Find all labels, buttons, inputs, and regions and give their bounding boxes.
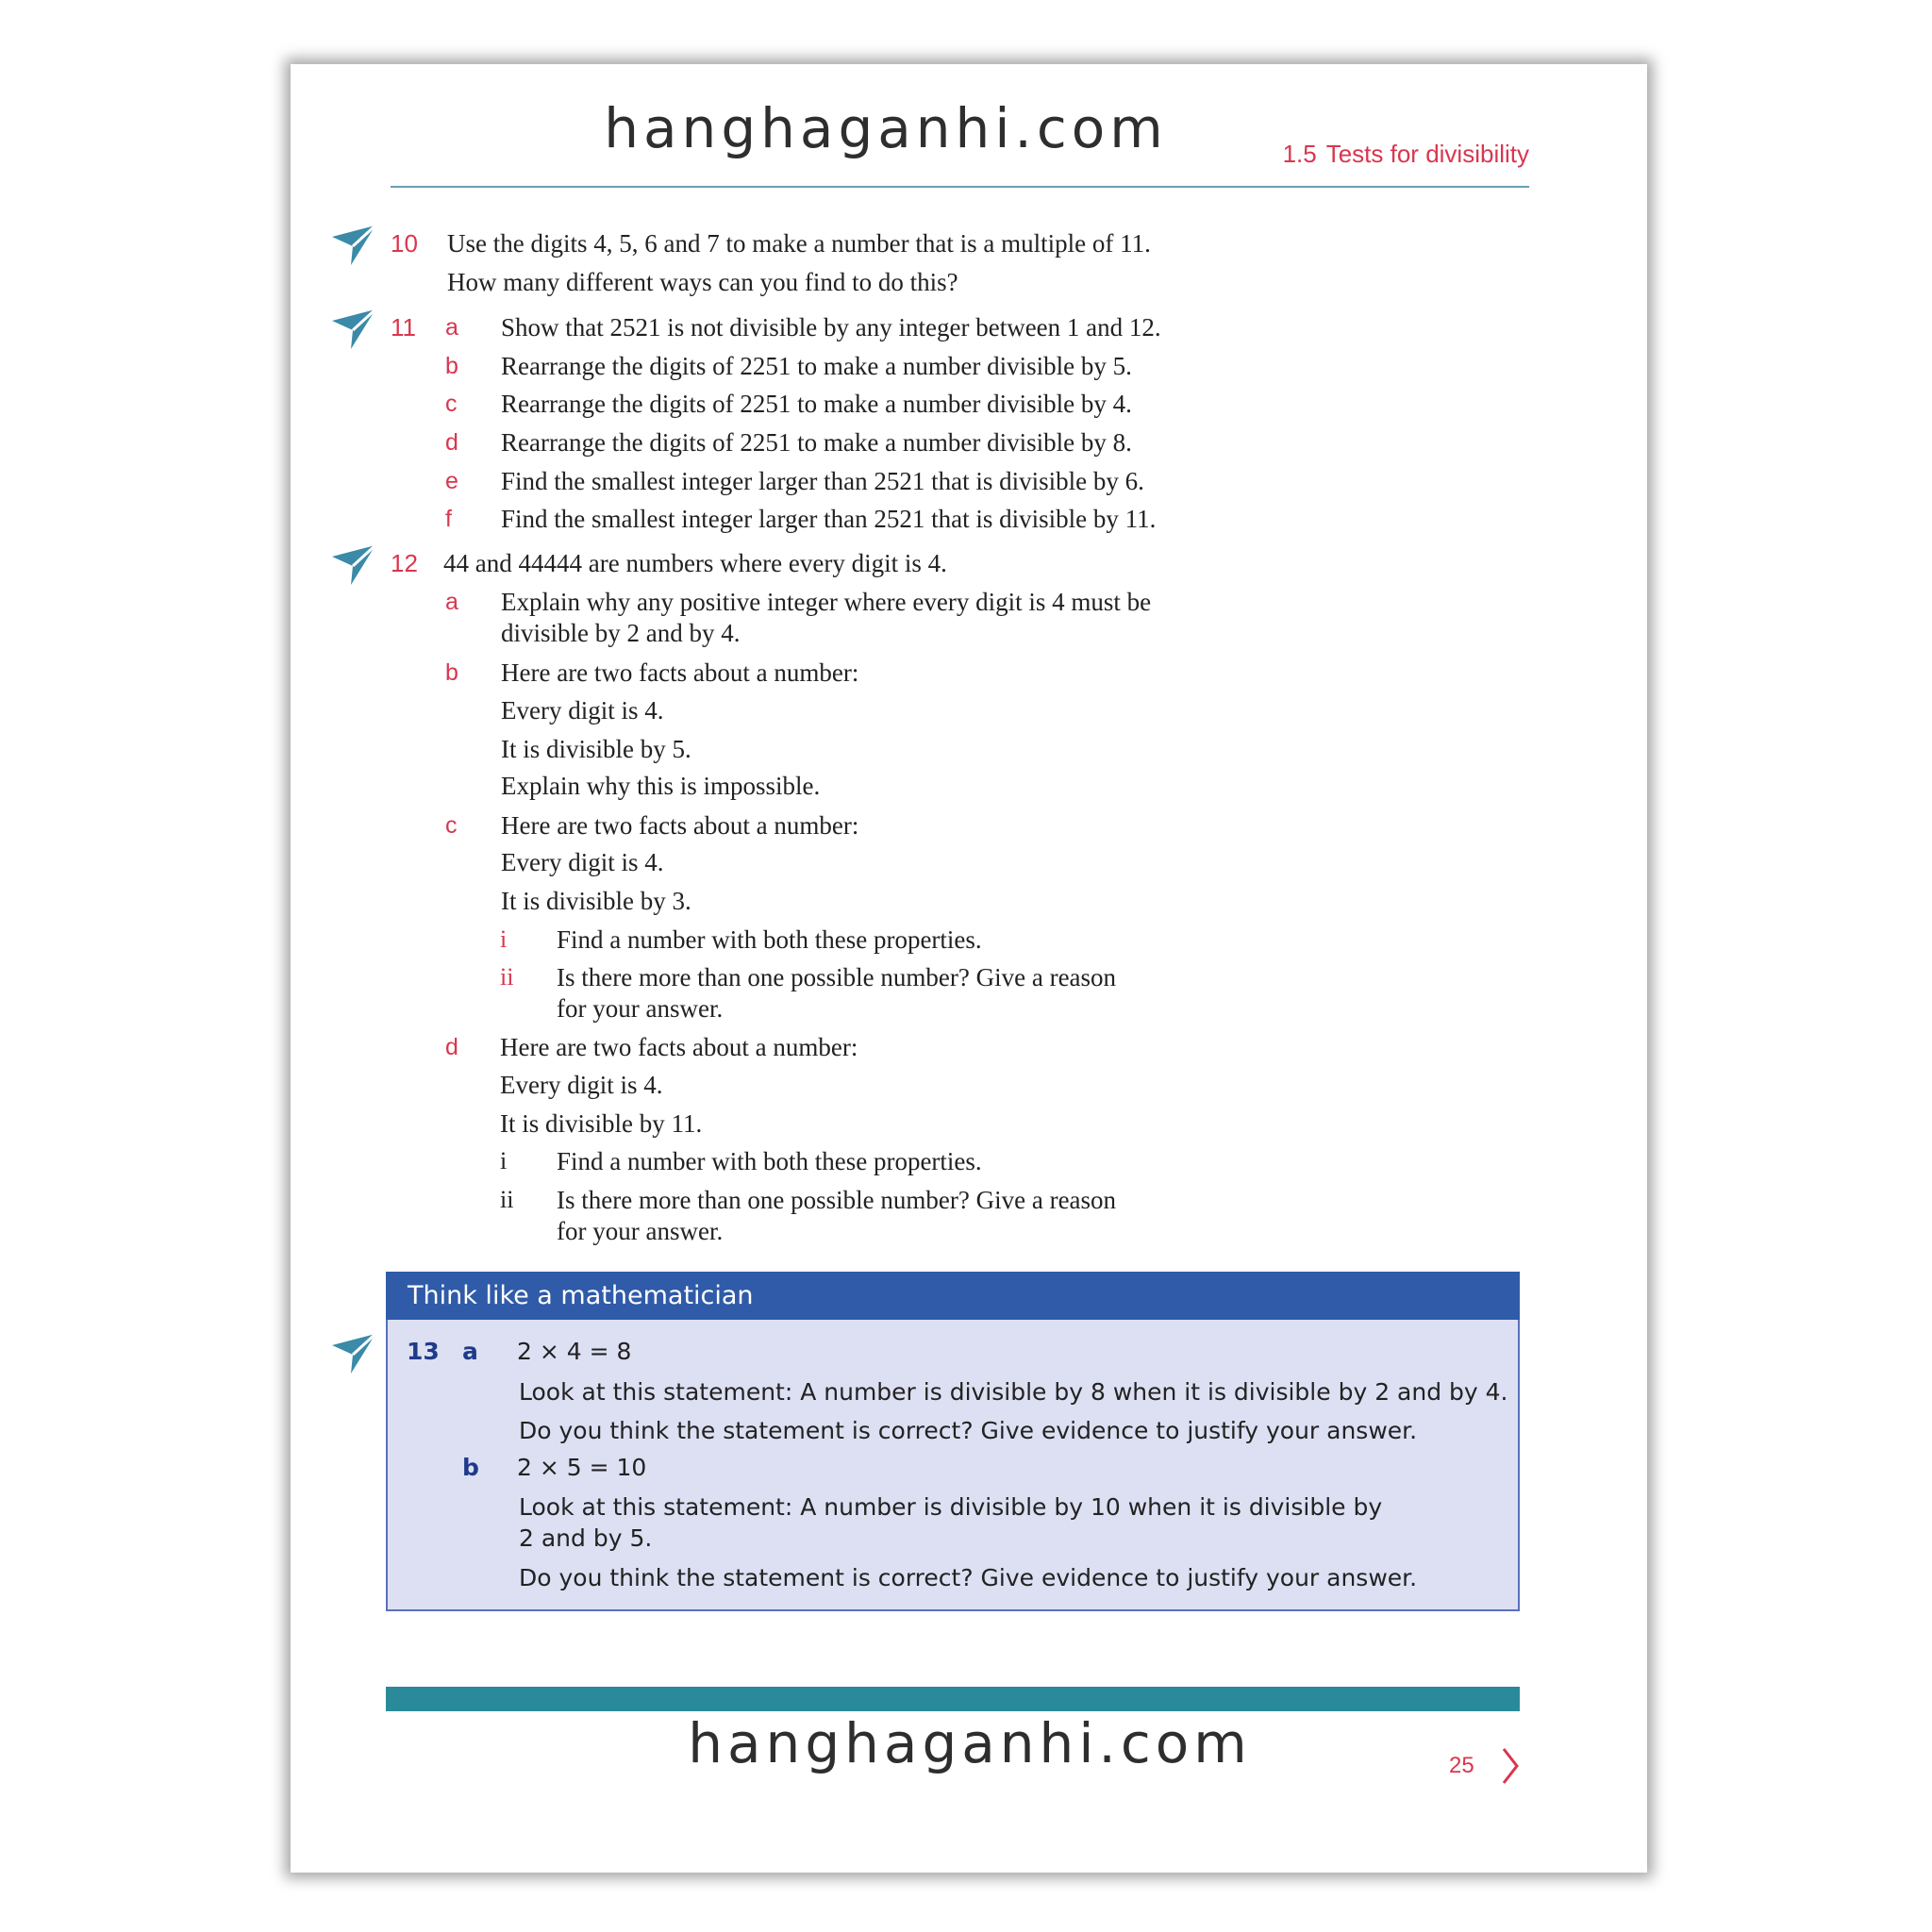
footer-bar bbox=[386, 1687, 1520, 1711]
part-text: 2 and by 5. bbox=[519, 1524, 653, 1552]
part-text: Look at this statement: A number is divisible by 8 when it is divisible by 2 and by 4. bbox=[519, 1378, 1508, 1406]
challenge-arrow-icon bbox=[330, 1330, 377, 1377]
part-letter: f bbox=[445, 506, 452, 532]
watermark-bottom: hanghaganhi.com bbox=[688, 1711, 1252, 1775]
part-letter: b bbox=[445, 353, 458, 379]
equation: 2 × 4 = 8 bbox=[517, 1338, 632, 1365]
question-text: Use the digits 4, 5, 6 and 7 to make a number that is a multiple of 11. bbox=[447, 229, 1151, 258]
subpart-text: Is there more than one possible number? Give a reason bbox=[557, 1186, 1117, 1214]
subpart-label: i bbox=[500, 925, 508, 953]
question-number: 10 bbox=[391, 229, 418, 258]
part-letter: b bbox=[445, 659, 458, 686]
question-number: 12 bbox=[391, 549, 418, 577]
subpart-label: ii bbox=[500, 963, 514, 991]
part-letter: b bbox=[462, 1454, 479, 1481]
box-title: Think like a mathematician bbox=[408, 1281, 754, 1310]
part-text: Rearrange the digits of 2251 to make a number divisible by 5. bbox=[501, 352, 1132, 380]
part-text: It is divisible by 5. bbox=[501, 735, 691, 763]
subpart-text: Find a number with both these properties. bbox=[557, 1147, 982, 1175]
part-letter: c bbox=[445, 391, 458, 417]
part-text: Do you think the statement is correct? Give evidence to justify your answer. bbox=[519, 1564, 1418, 1591]
equation: 2 × 5 = 10 bbox=[517, 1454, 647, 1481]
part-text: divisible by 2 and by 4. bbox=[501, 619, 741, 647]
part-text: Rearrange the digits of 2251 to make a number divisible by 8. bbox=[501, 428, 1132, 457]
question-number: 11 bbox=[391, 313, 416, 341]
subpart-label: i bbox=[500, 1147, 508, 1174]
part-text: Here are two facts about a number: bbox=[500, 1033, 858, 1061]
challenge-arrow-icon bbox=[330, 306, 377, 353]
part-text: It is divisible by 11. bbox=[500, 1109, 703, 1138]
section-title: Tests for divisibility bbox=[1325, 140, 1529, 168]
part-text: Here are two facts about a number: bbox=[501, 811, 859, 840]
subpart-text: Is there more than one possible number? Give a reason bbox=[557, 963, 1117, 991]
part-text: Rearrange the digits of 2251 to make a number divisible by 4. bbox=[501, 390, 1132, 418]
section-number: 1.5 bbox=[1282, 140, 1317, 168]
part-letter: e bbox=[445, 468, 458, 494]
part-letter: d bbox=[445, 429, 458, 456]
part-letter: d bbox=[445, 1034, 458, 1060]
question-text: 44 and 44444 are numbers where every digit is 4. bbox=[443, 549, 947, 577]
part-text: Explain why this is impossible. bbox=[501, 772, 821, 800]
chevron-right-icon[interactable] bbox=[1500, 1745, 1521, 1787]
part-text: Explain why any positive integer where every digit is 4 must be bbox=[501, 588, 1152, 616]
challenge-arrow-icon bbox=[330, 541, 377, 589]
section-header bbox=[1283, 140, 1529, 169]
part-letter: a bbox=[445, 589, 458, 615]
part-text: Here are two facts about a number: bbox=[501, 658, 859, 687]
question-number: 13 bbox=[407, 1338, 440, 1365]
part-letter: c bbox=[445, 812, 458, 839]
part-text: Find the smallest integer larger than 2521 that is divisible by 6. bbox=[501, 467, 1144, 495]
part-text: Show that 2521 is not divisible by any integer between 1 and 12. bbox=[501, 313, 1161, 341]
part-text: Every digit is 4. bbox=[501, 696, 664, 724]
part-text: It is divisible by 3. bbox=[501, 887, 691, 915]
part-text: Find the smallest integer larger than 2521 that is divisible by 11. bbox=[501, 505, 1157, 533]
subpart-label: ii bbox=[500, 1186, 514, 1213]
page-number: 25 bbox=[1449, 1753, 1474, 1778]
subpart-text: for your answer. bbox=[557, 994, 724, 1023]
part-text: Every digit is 4. bbox=[501, 848, 664, 876]
watermark-top: hanghaganhi.com bbox=[604, 96, 1168, 160]
header-rule bbox=[391, 186, 1529, 188]
part-text: Do you think the statement is correct? Give evidence to justify your answer. bbox=[519, 1417, 1418, 1444]
question-text: How many different ways can you find to do this? bbox=[447, 268, 958, 296]
part-text: Every digit is 4. bbox=[500, 1071, 663, 1099]
part-letter: a bbox=[462, 1338, 478, 1365]
part-letter: a bbox=[445, 314, 458, 341]
challenge-arrow-icon bbox=[330, 222, 377, 269]
subpart-text: for your answer. bbox=[557, 1217, 724, 1245]
part-text: Look at this statement: A number is divisible by 10 when it is divisible by bbox=[519, 1493, 1383, 1521]
subpart-text: Find a number with both these properties. bbox=[557, 925, 982, 954]
